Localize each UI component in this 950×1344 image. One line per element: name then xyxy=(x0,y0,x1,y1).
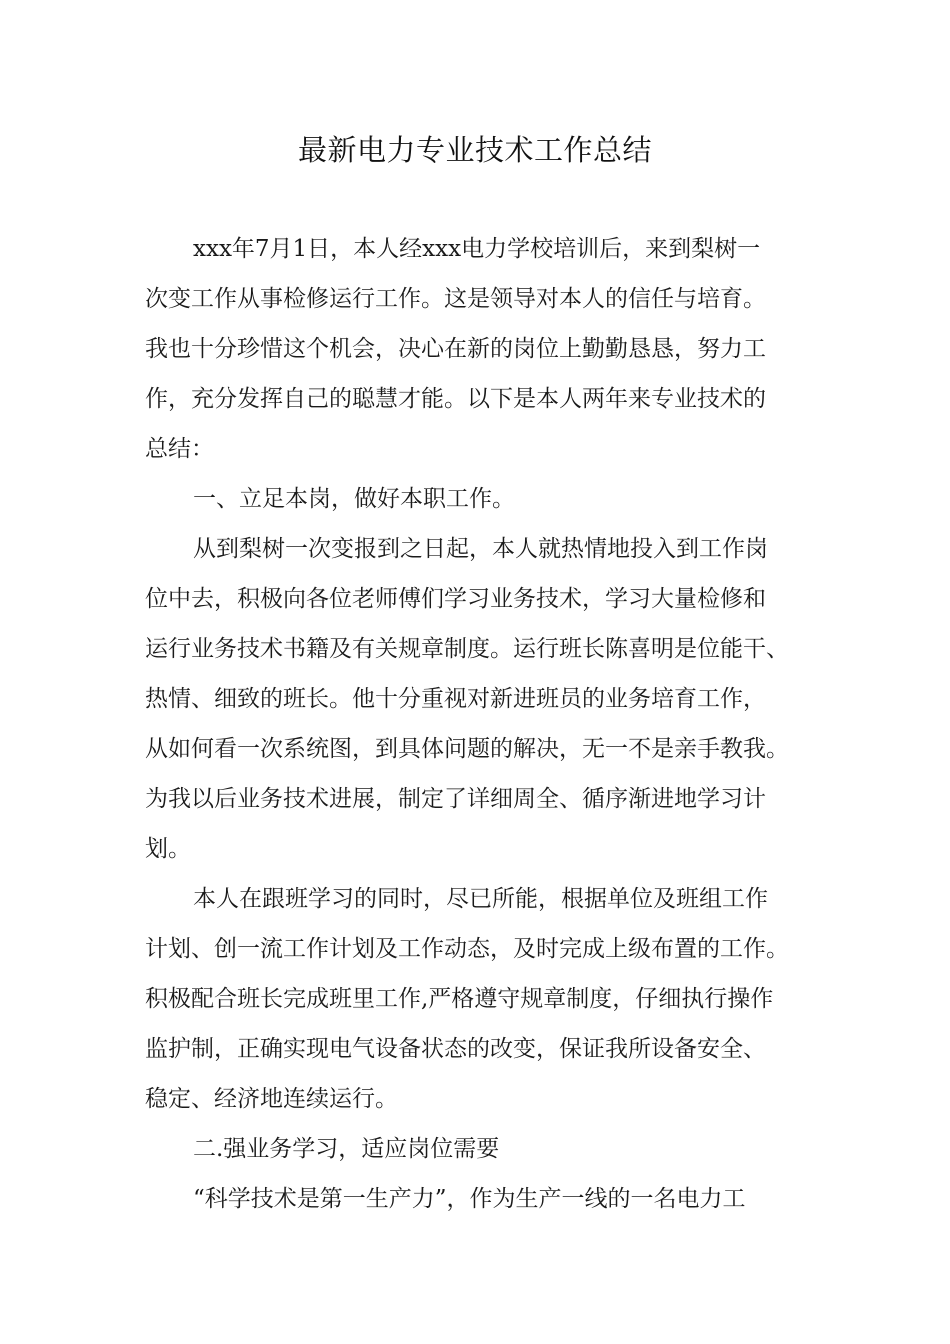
paragraph-line: 总结： xyxy=(145,436,214,462)
paragraph-line: 从如何看一次系统图，到具体问题的解决，无一不是亲手教我。 xyxy=(145,736,789,762)
paragraph-line: xxx年7月1日，本人经xxx电力学校培训后，来到梨树一 xyxy=(193,236,761,262)
paragraph-line: 本人在跟班学习的同时，尽已所能，根据单位及班组工作 xyxy=(193,886,768,912)
paragraph-line: 热情、细致的班长。他十分重视对新进班员的业务培育工作， xyxy=(145,686,766,712)
paragraph-line: 积极配合班长完成班里工作,严格遵守规章制度，仔细执行操作 xyxy=(145,986,774,1012)
paragraph-line: 运行业务技术书籍及有关规章制度。运行班长陈喜明是位能干、 xyxy=(145,636,789,662)
paragraph-line: 计划、创一流工作计划及工作动态，及时完成上级布置的工作。 xyxy=(145,936,789,962)
paragraph-line: 位中去，积极向各位老师傅们学习业务技术，学习大量检修和 xyxy=(145,586,766,612)
paragraph-line: 为我以后业务技术进展，制定了详细周全、循序渐进地学习计 xyxy=(145,786,766,812)
paragraph-line: 划。 xyxy=(145,836,191,862)
paragraph-line: 次变工作从事检修运行工作。这是领导对本人的信任与培育。 xyxy=(145,286,766,312)
section-heading: 一、立足本岗，做好本职工作。 xyxy=(193,486,515,512)
paragraph-line: 从到梨树一次变报到之日起，本人就热情地投入到工作岗 xyxy=(193,536,768,562)
paragraph-line: 稳定、经济地连续运行。 xyxy=(145,1086,398,1112)
paragraph-line: 我也十分珍惜这个机会，决心在新的岗位上勤勤恳恳，努力工 xyxy=(145,336,766,362)
paragraph-line: “科学技术是第一生产力”，作为生产一线的一名电力工 xyxy=(193,1186,746,1212)
paragraph-line: 作，充分发挥自己的聪慧才能。以下是本人两年来专业技术的 xyxy=(145,386,766,412)
paragraph-line: 监护制，正确实现电气设备状态的改变，保证我所设备安全、 xyxy=(145,1036,766,1062)
section-heading: 二.强业务学习，适应岗位需要 xyxy=(193,1136,500,1162)
document-title: 最新电力专业技术工作总结 xyxy=(297,133,652,167)
